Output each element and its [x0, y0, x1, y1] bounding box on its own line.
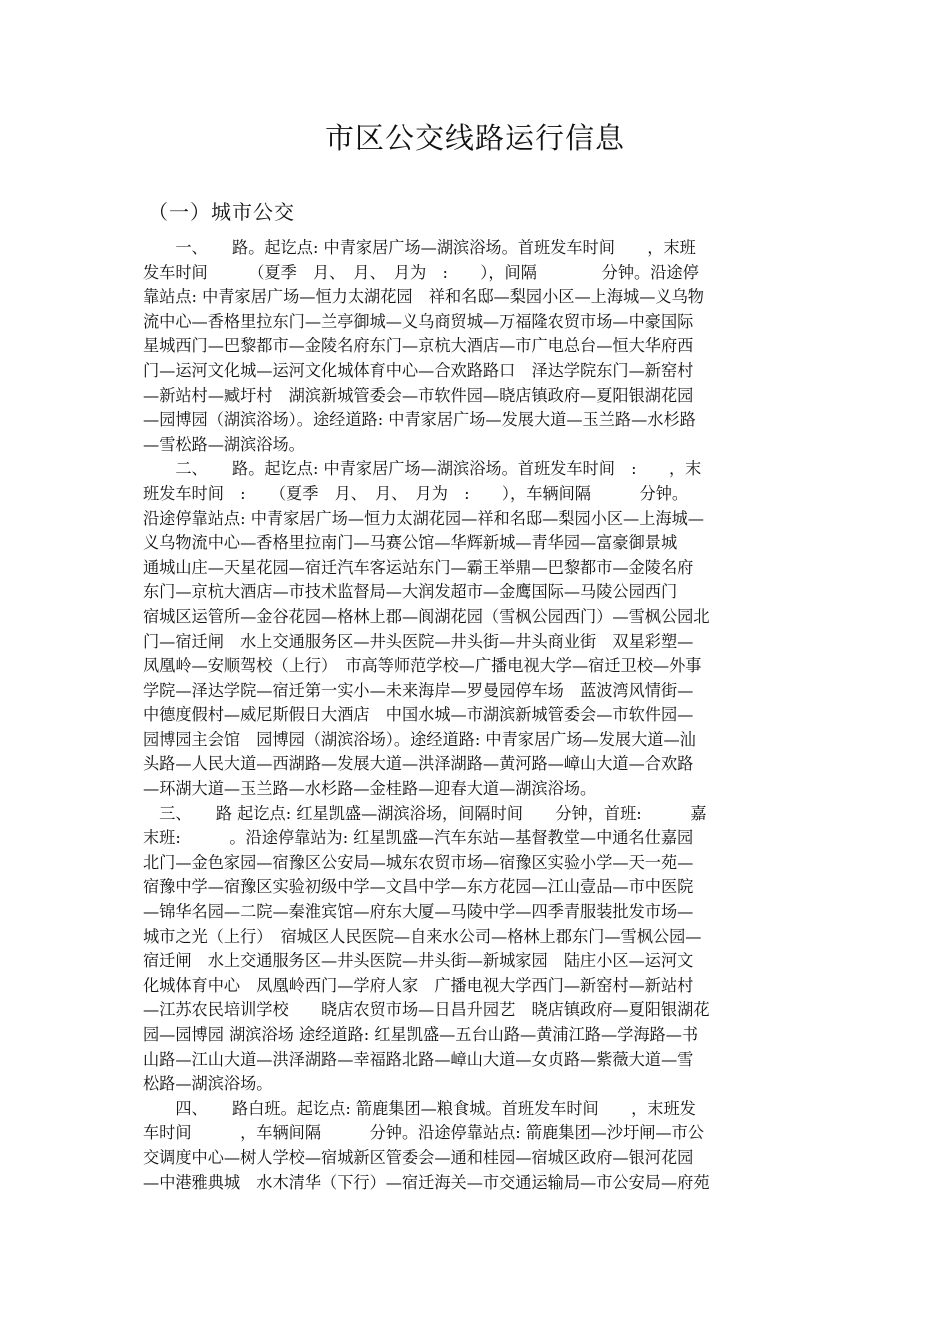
text-line: 城市之光（上行） 宿城区人民医院—自来水公司—格林上郡东门—雪枫公园— [143, 926, 702, 946]
text-line: 宿豫中学—宿豫区实验初级中学—文昌中学—东方花园—江山壹品—市中医院 [143, 877, 694, 897]
page-title: 市区公交线路运行信息 [324, 121, 625, 155]
text-line: 车时间 ，车辆间隔 分钟。沿途停靠站点: 箭鹿集团—沙圩闸—市公 [143, 1123, 704, 1143]
text-line: —园博园（湖滨浴场）。途经道路: 中青家居广场—发展大道—玉兰路—水杉路 [143, 410, 696, 430]
text-line: 星城西门—巴黎都市—金陵名府东门—京杭大酒店—市广电总台—恒大华府西 [143, 336, 694, 356]
text-line: —雪松路—湖滨浴场。 [143, 434, 305, 454]
text-line: 一、 路。起讫点: 中青家居广场—湖滨浴场。首班发车时间 ，末班 [143, 238, 696, 257]
text-line: 学院—泽达学院—宿迁第一实小—未来海岸—罗曼园停车场 蓝波湾风情街— [143, 680, 694, 700]
text-line: 门—宿迁闸 水上交通服务区—井头医院—井头街—井头商业街 双星彩塑— [143, 631, 694, 651]
text-line: 头路—人民大道—西湖路—发展大道—洪泽湖路—黄河路—嶂山大道—合欢路 [143, 754, 694, 774]
section-heading: （一）城市公交 [148, 200, 295, 224]
text-line: 三、 路 起讫点: 红星凯盛—湖滨浴场，间隔时间 分钟，首班: 嘉 [143, 803, 707, 823]
text-line: —江苏农民培训学校 晓店农贸市场—日昌升园艺 晓店镇政府—夏阳银湖花 [143, 1000, 710, 1020]
text-line: —环湖大道—玉兰路—水杉路—金桂路—迎春大道—湖滨浴场。 [143, 779, 597, 799]
text-line: 交调度中心—树人学校—宿城新区管委会—通和桂园—宿城区政府—银河花园 [143, 1147, 694, 1167]
text-line: 末班: 。沿途停靠站为: 红星凯盛—汽车东站—基督教堂—中通名仕嘉园 [143, 828, 694, 848]
text-line: 山路—江山大道—洪泽湖路—幸福路北路—嶂山大道—女贞路—紫薇大道—雪 [143, 1049, 694, 1069]
text-line: 流中心—香格里拉东门—兰亭御城—义乌商贸城—万福隆农贸市场—中豪国际 [143, 311, 694, 331]
text-line: 北门—金色家园—宿豫区公安局—城东农贸市场—宿豫区实验小学—天一苑— [143, 852, 694, 872]
text-line: 化城体育中心 凤凰岭西门—学府人家 广播电视大学西门—新窑村—新站村 [143, 975, 694, 995]
text-line: 园博园主会馆 园博园（湖滨浴场）。途经道路: 中青家居广场—发展大道—汕 [143, 729, 696, 749]
text-line: 松路—湖滨浴场。 [143, 1074, 273, 1094]
text-line: 班发车时间 : （夏季 月、 月、 月为 : ），车辆间隔 分钟。 [143, 483, 689, 503]
text-line: —新站村—臧圩村 湖滨新城管委会—市软件园—晓店镇政府—夏阳银湖花园 [143, 385, 694, 405]
text-line: —中港雅典城 水木清华（下行）—宿迁海关—市交通运输局—市公安局—府苑 [143, 1172, 710, 1192]
text-line: 凤凰岭—安顺驾校（上行） 市高等师范学校—广播电视大学—宿迁卫校—外事 [143, 656, 702, 676]
text-line: 二、 路。起讫点: 中青家居广场—湖滨浴场。首班发车时间 : ，末 [143, 459, 702, 479]
text-line: 发车时间 （夏季 月、 月、 月为 : ），间隔 分钟。沿途停 [143, 262, 699, 282]
text-line: 中德度假村—威尼斯假日大酒店 中国水城—市湖滨新城管委会—市软件园— [143, 705, 694, 725]
text-line: 园—园博园 湖滨浴场 途经道路: 红星凯盛—五台山路—黄浦江路—学海路—书 [143, 1025, 699, 1044]
text-line: 宿城区运管所—金谷花园—格林上郡—阆湖花园（雪枫公园西门）—雪枫公园北 [143, 606, 710, 626]
text-line: 宿迁闸 水上交通服务区—井头医院—井头街—新城家园 陆庄小区—运河文 [143, 951, 694, 971]
document-body [143, 236, 813, 1195]
text-line: 沿途停靠站点: 中青家居广场—恒力太湖花园—祥和名邸—梨园小区—上海城— [143, 508, 704, 528]
text-line: 门—运河文化城—运河文化城体育中心—合欢路路口 泽达学院东门—新窑村 [143, 360, 694, 380]
text-line: 东门—京杭大酒店—市技术监督局—大润发超市—金鹰国际—马陵公园西门 [143, 582, 678, 602]
text-line: 通城山庄—天星花园—宿迁汽车客运站东门—霸王举鼎—巴黎都市—金陵名府 [143, 557, 694, 577]
text-line: 靠站点: 中青家居广场—恒力太湖花园 祥和名邸—梨园小区—上海城—义乌物 [143, 287, 704, 307]
text-line: —锦华名园—二院—秦淮宾馆—府东大厦—马陵中学—四季青服装批发市场— [143, 902, 694, 922]
text-line: 四、 路白班。起讫点: 箭鹿集团—粮食城。首班发车时间 ，末班发 [143, 1098, 696, 1118]
text-line: 义乌物流中心—香格里拉南门—马赛公馆—华辉新城—青华园—富豪御景城 [143, 533, 678, 553]
